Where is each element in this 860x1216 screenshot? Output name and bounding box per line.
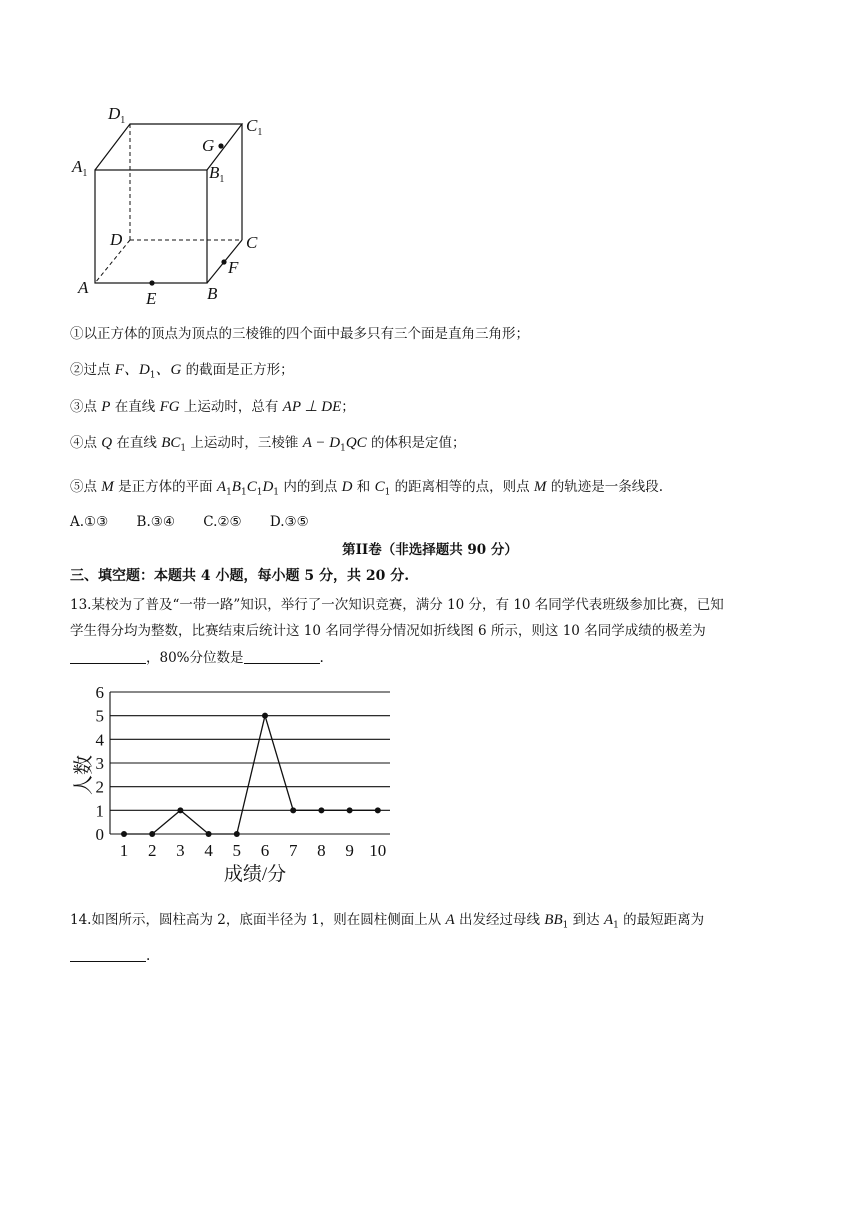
x-tick-label: 2: [147, 841, 157, 860]
x-tick-label: 1: [119, 841, 129, 860]
part3-heading: 三、填空题：本题共 4 小题，每小题 5 分，共 20 分.: [70, 568, 410, 584]
label-A1: $A_1$: [72, 157, 88, 179]
series-line: [124, 716, 378, 834]
q14-line-2: .: [70, 946, 150, 966]
x-tick-label: 7: [288, 841, 298, 860]
data-point-9: [347, 807, 353, 813]
label-D: D: [110, 230, 123, 249]
statement-1: ①以正方体的顶点为顶点的三棱锥的四个面中最多只有三个面是直角三角形；: [70, 326, 529, 342]
label-A: A: [78, 278, 89, 297]
answer-blank-1[interactable]: [70, 649, 146, 664]
data-point-3: [177, 807, 183, 813]
y-tick-label: 1: [95, 801, 104, 821]
data-point-10: [375, 807, 381, 813]
label-E: E: [146, 289, 157, 308]
y-tick-label: 0: [95, 825, 104, 844]
data-point-2: [149, 831, 155, 837]
score-line-chart: [70, 680, 410, 890]
answer-blank-2[interactable]: [244, 649, 320, 664]
data-point-1: [121, 831, 127, 837]
q13-line-3: ，80%分位数是 .: [70, 648, 324, 668]
answer-options: [70, 512, 309, 532]
data-point-8: [318, 807, 324, 813]
statement-4: ④点 Q 在直线 $BC_1$ 上运动时，三棱锥 $A - D_1QC$ 的体积是定值；: [70, 435, 466, 454]
statement-5: ⑤点 M 是正方体的平面 $A_1B_1C_1D_1$ 内的到点 D 和 $C_1$ 的距离相等的点，则点 M 的轨迹是一条线段.: [70, 479, 663, 498]
option-b: B.③④: [136, 514, 175, 530]
label-F: F: [228, 258, 239, 277]
data-point-4: [206, 831, 212, 837]
label-C1: $C_1$: [246, 116, 263, 138]
cube-figure: [70, 100, 280, 310]
x-axis-label: 成绩/分: [223, 864, 287, 885]
y-axis-label: 人数: [73, 755, 95, 795]
q13-line-2: 学生得分均为整数，比赛结束后统计这 10 名同学得分情况如折线图 6 所示，则这 10 名同学成绩的极差为: [70, 623, 706, 639]
x-tick-label: 9: [345, 841, 354, 860]
y-tick-label: 6: [95, 683, 104, 702]
statement-2: ②过点 F、$D_1$、G 的截面是正方形；: [70, 362, 294, 381]
x-tick-label: 3: [176, 841, 185, 860]
y-tick-label: 4: [95, 730, 104, 750]
statement-3: ③点 P 在直线 FG 上运动时，总有 AP ⊥ DE；: [70, 399, 355, 415]
x-tick-label: 10: [369, 841, 387, 860]
y-tick-label: 5: [95, 706, 104, 726]
x-tick-label: 6: [260, 841, 270, 860]
y-tick-label: 2: [95, 777, 104, 797]
x-tick-label: 4: [204, 841, 213, 860]
section-title: 第II卷（非选择题共 90 分）: [342, 542, 518, 558]
label-G: G: [202, 136, 215, 155]
x-tick-label: 5: [232, 841, 242, 860]
data-point-7: [290, 807, 296, 813]
answer-blank-3[interactable]: [70, 947, 146, 962]
option-d: D.③⑤: [269, 514, 309, 530]
y-tick-label: 3: [95, 754, 104, 773]
data-point-6: [262, 713, 268, 719]
q14-line-1: 14.如图所示，圆柱高为 2，底面半径为 1，则在圆柱侧面上从 A 出发经过母线 $BB_1$ 到达 $A_1$ 的最短距离为: [70, 912, 705, 931]
label-B: B: [207, 284, 218, 303]
q13-line-1: 13.某校为了普及“一带一路”知识，举行了一次知识竞赛，满分 10 分，有 10 名同学代表班级参加比赛，已知: [70, 597, 724, 613]
label-C: C: [246, 233, 258, 252]
data-point-5: [234, 831, 240, 837]
x-tick-label: 8: [317, 841, 326, 860]
option-a: A.①③: [70, 514, 109, 530]
option-c: C.②⑤: [203, 514, 242, 530]
label-D1: $D_1$: [108, 104, 126, 126]
label-B1: $B_1$: [209, 163, 225, 185]
